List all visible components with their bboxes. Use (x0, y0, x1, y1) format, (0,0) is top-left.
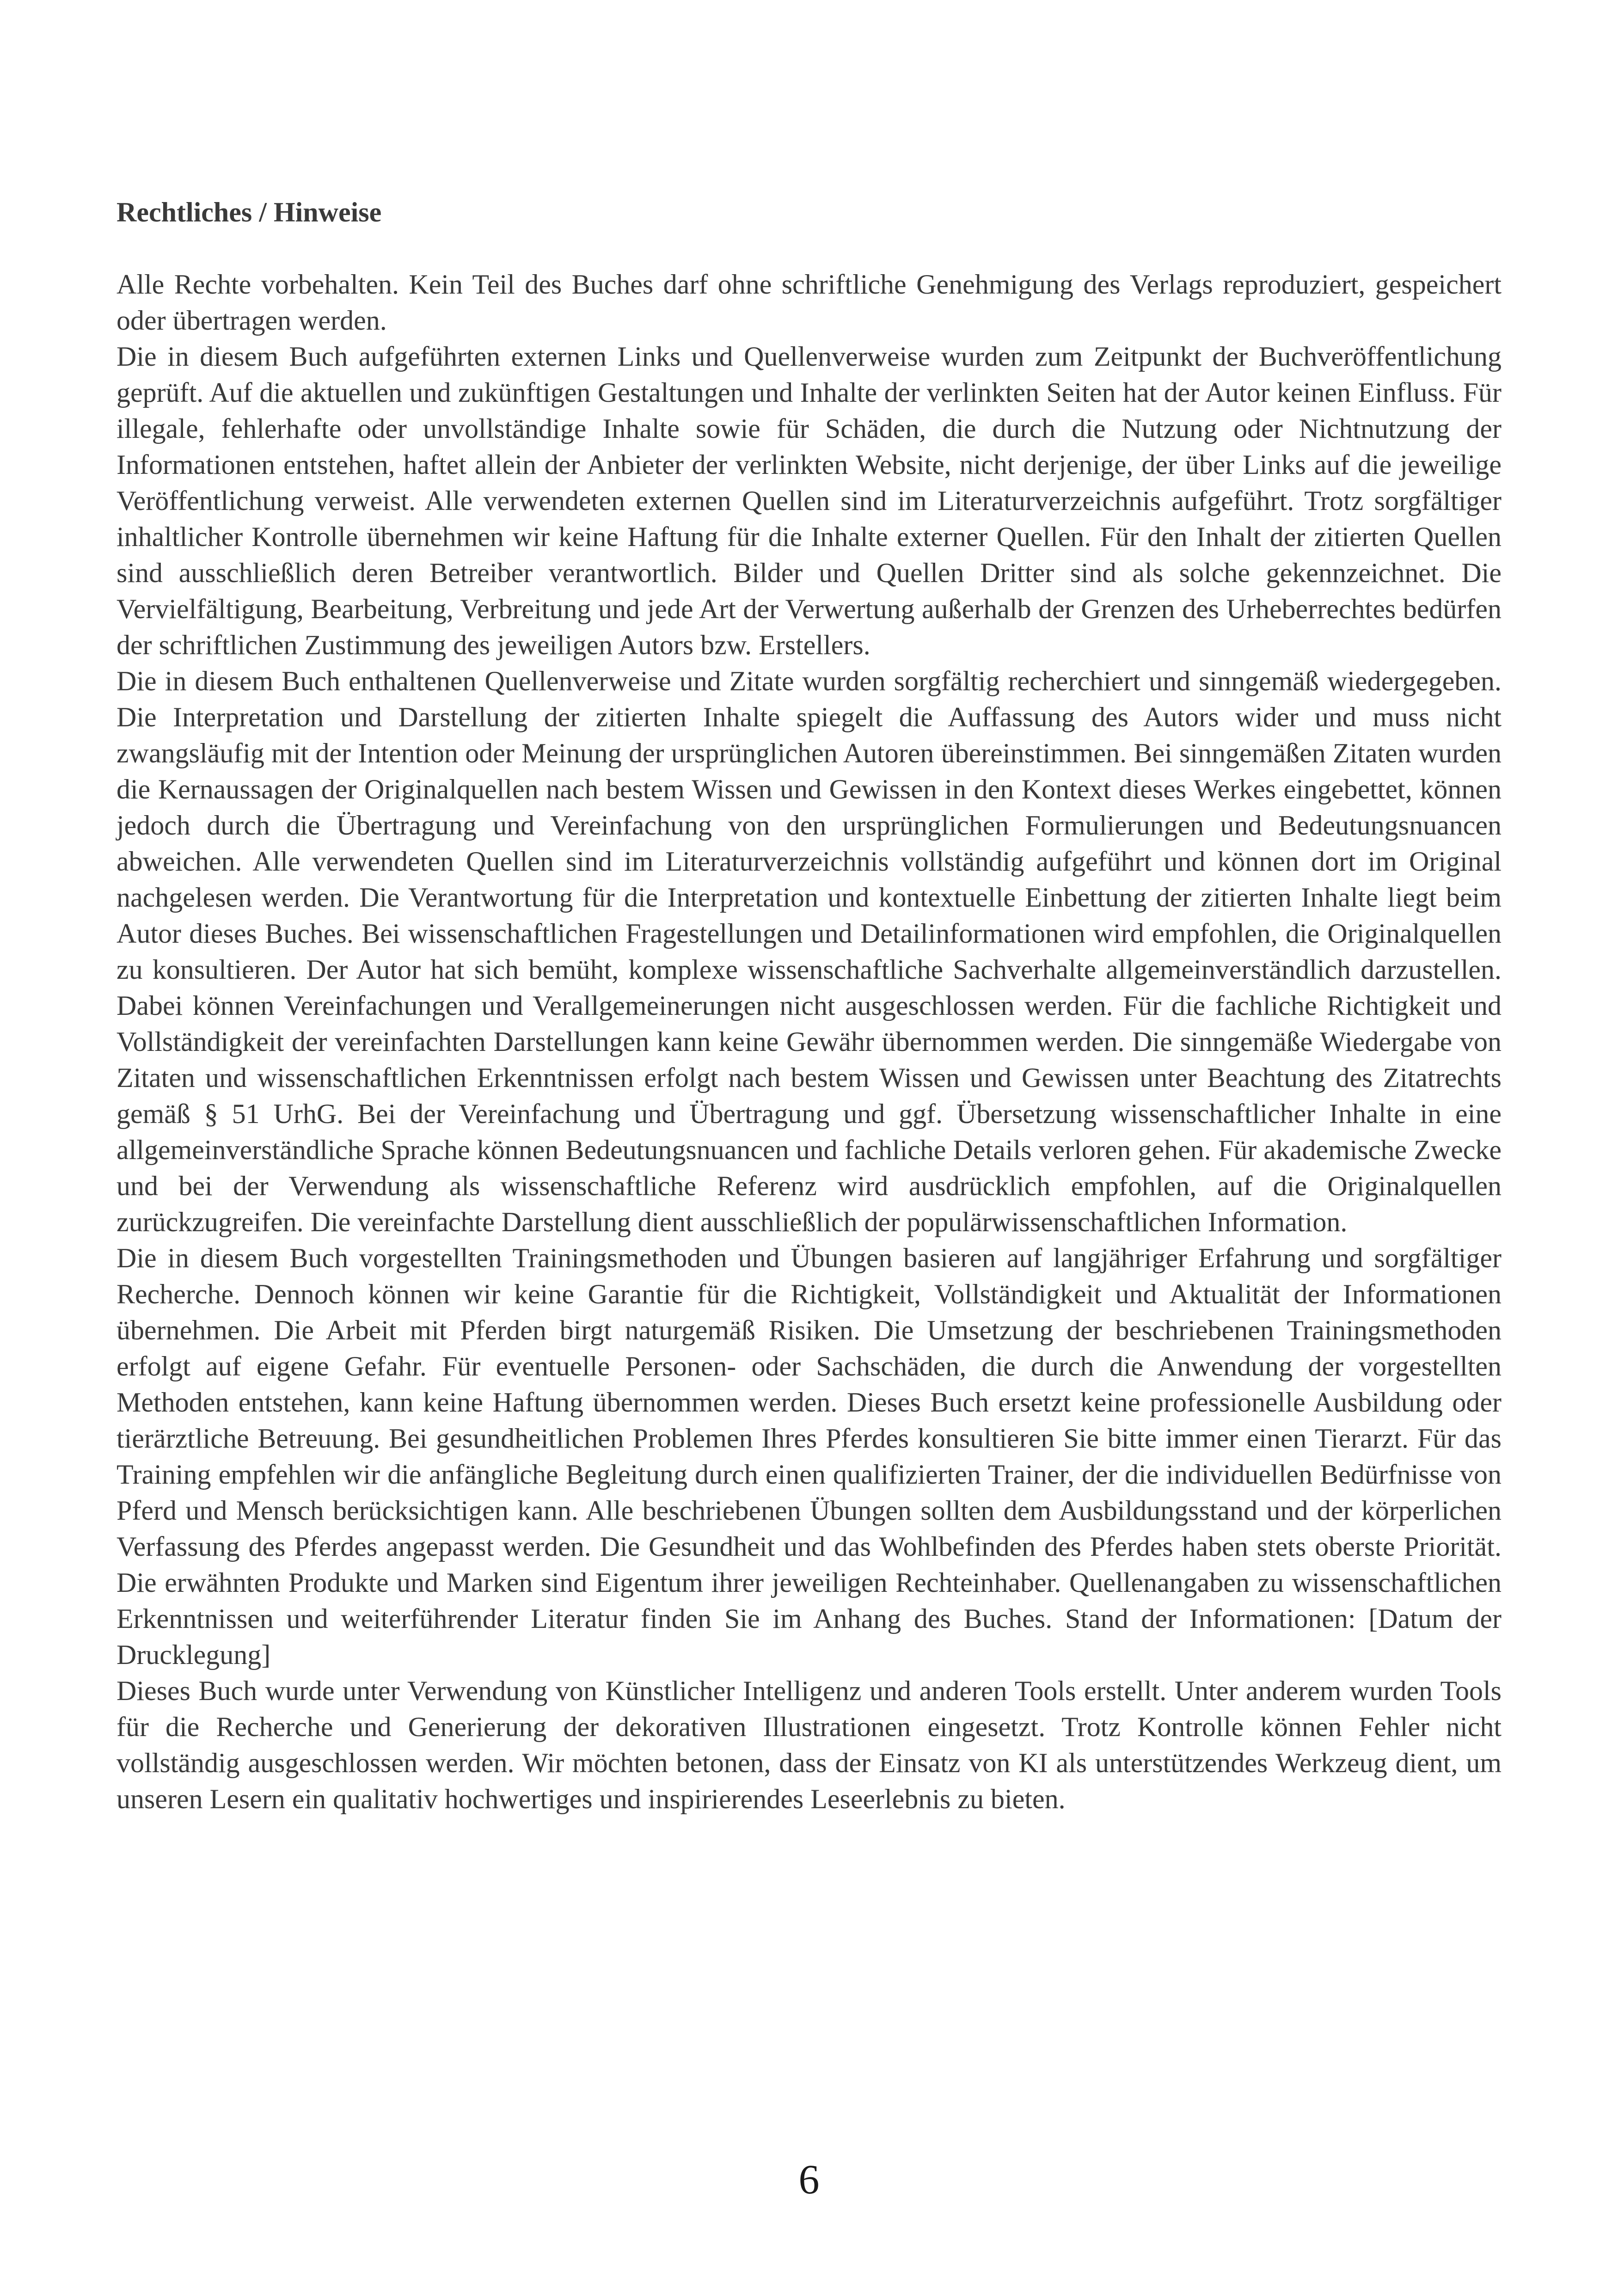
section-heading: Rechtliches / Hinweise (116, 197, 382, 227)
paragraph-training-disclaimer: Die in diesem Buch vorgestellten Trainingsmethoden und Übungen basieren auf langjähriger Erfahrung und sorgfältiger Recherche. Dennoch können wir keine Garantie für die Richtigkeit, Vollständigkeit und Aktualität der Informationen übernehmen. Die Arbeit mit Pferden birgt naturgemäß Risiken. Die Umsetzung der beschriebenen Trainingsmethoden erfolgt auf eigene Gefahr. Für eventuelle Personen- oder Sachschäden, die durch die Anwendung der vorgestellten Methoden entstehen, kann keine Haftung übernommen werden. Dieses Buch ersetzt keine professionelle Ausbildung oder tierärztliche Betreuung. Bei gesundheitlichen Problemen Ihres Pferdes konsultieren Sie bitte immer einen Tierarzt. Für das Training empfehlen wir die anfängliche Begleitung durch einen qualifizierten Trainer, der die individuellen Bedürfnisse von Pferd und Mensch berücksichtigen kann. Alle beschriebenen Übungen sollten dem Ausbildungsstand und der körperlichen Verfassung des Pferdes angepasst werden. Die Gesundheit und das Wohlbefinden des Pferdes haben stets oberste Priorität. Die erwähnten Produkte und Marken sind Eigentum ihrer jeweiligen Rechteinhaber. Quellenangaben zu wissenschaftlichen Erkenntnissen und weiterführender Literatur finden Sie im Anhang des Buches. Stand der Informationen: [Datum der Drucklegung] (116, 1243, 1502, 1670)
paragraph-rights: Alle Rechte vorbehalten. Kein Teil des Buches darf ohne schriftliche Genehmigung des Verlags reproduziert, gespeichert oder übertragen werden. (116, 269, 1502, 336)
body-text (116, 266, 1502, 1817)
paragraph-ai-notice: Dieses Buch wurde unter Verwendung von Künstlicher Intelligenz und anderen Tools erstellt. Unter anderem wurden Tools für die Recherche und Generierung der dekorativen Illustrationen eingesetzt. Trotz Kontrolle können Fehler nicht vollständig ausgeschlossen werden. Wir möchten betonen, dass der Einsatz von KI als unterstützendes Werkzeug dient, um unseren Lesern ein qualitativ hochwertiges und inspirierendes Leseerlebnis zu bieten. (116, 1676, 1502, 1814)
document-page (116, 194, 1502, 1817)
page-number: 6 (798, 2157, 820, 2203)
paragraph-external-links: Die in diesem Buch aufgeführten externen Links und Quellenverweise wurden zum Zeitpunkt der Buchveröffentlichung geprüft. Auf die aktuellen und zukünftigen Gestaltungen und Inhalte der verlinkten Seiten hat der Autor keinen Einfluss. Für illegale, fehlerhafte oder unvollständige Inhalte sowie für Schäden, die durch die Nutzung oder Nichtnutzung der Informationen entstehen, haftet allein der Anbieter der verlinkten Website, nicht derjenige, der über Links auf die jeweilige Veröffentlichung verweist. Alle verwendeten externen Quellen sind im Literaturverzeichnis aufgeführt. Trotz sorgfältiger inhaltlicher Kontrolle übernehmen wir keine Haftung für die Inhalte externer Quellen. Für den Inhalt der zitierten Quellen sind ausschließlich deren Betreiber verantwortlich. Bilder und Quellen Dritter sind als solche gekennzeichnet. Die Vervielfältigung, Bearbeitung, Verbreitung und jede Art der Verwertung außerhalb der Grenzen des Urheberrechtes bedürfen der schriftlichen Zustimmung des jeweiligen Autors bzw. Erstellers. (116, 341, 1502, 660)
paragraph-citations: Die in diesem Buch enthaltenen Quellenverweise und Zitate wurden sorgfältig recherchiert und sinngemäß wiedergegeben. Die Interpretation und Darstellung der zitierten Inhalte spiegelt die Auffassung des Autors wider und muss nicht zwangsläufig mit der Intention oder Meinung der ursprünglichen Autoren übereinstimmen. Bei sinngemäßen Zitaten wurden die Kernaussagen der Originalquellen nach bestem Wissen und Gewissen in den Kontext dieses Werkes eingebettet, können jedoch durch die Übertragung und Vereinfachung von den ursprünglichen Formulierungen und Bedeutungsnuancen abweichen. Alle verwendeten Quellen sind im Literaturverzeichnis vollständig aufgeführt und können dort im Original nachgelesen werden. Die Verantwortung für die Interpretation und kontextuelle Einbettung der zitierten Inhalte liegt beim Autor dieses Buches. Bei wissenschaftlichen Fragestellungen und Detailinformationen wird empfohlen, die Originalquellen zu konsultieren. Der Autor hat sich bemüht, komplexe wissenschaftliche Sachverhalte allgemeinverständlich darzustellen. Dabei können Vereinfachungen und Verallgemeinerungen nicht ausgeschlossen werden. Für die fachliche Richtigkeit und Vollständigkeit der vereinfachten Darstellungen kann keine Gewähr übernommen werden. Die sinngemäße Wiedergabe von Zitaten und wissenschaftlichen Erkenntnissen erfolgt nach bestem Wissen und Gewissen unter Beachtung des Zitatrechts gemäß § 51 UrhG. Bei der Vereinfachung und Übertragung und ggf. Übersetzung wissenschaftlicher Inhalte in eine allgemeinverständliche Sprache können Bedeutungsnuancen und fachliche Details verloren gehen. Für akademische Zwecke und bei der Verwendung als wissenschaftliche Referenz wird ausdrücklich empfohlen, auf die Originalquellen zurückzugreifen. Die vereinfachte Darstellung dient ausschließlich der populärwissenschaftlichen Information. (116, 666, 1502, 1237)
